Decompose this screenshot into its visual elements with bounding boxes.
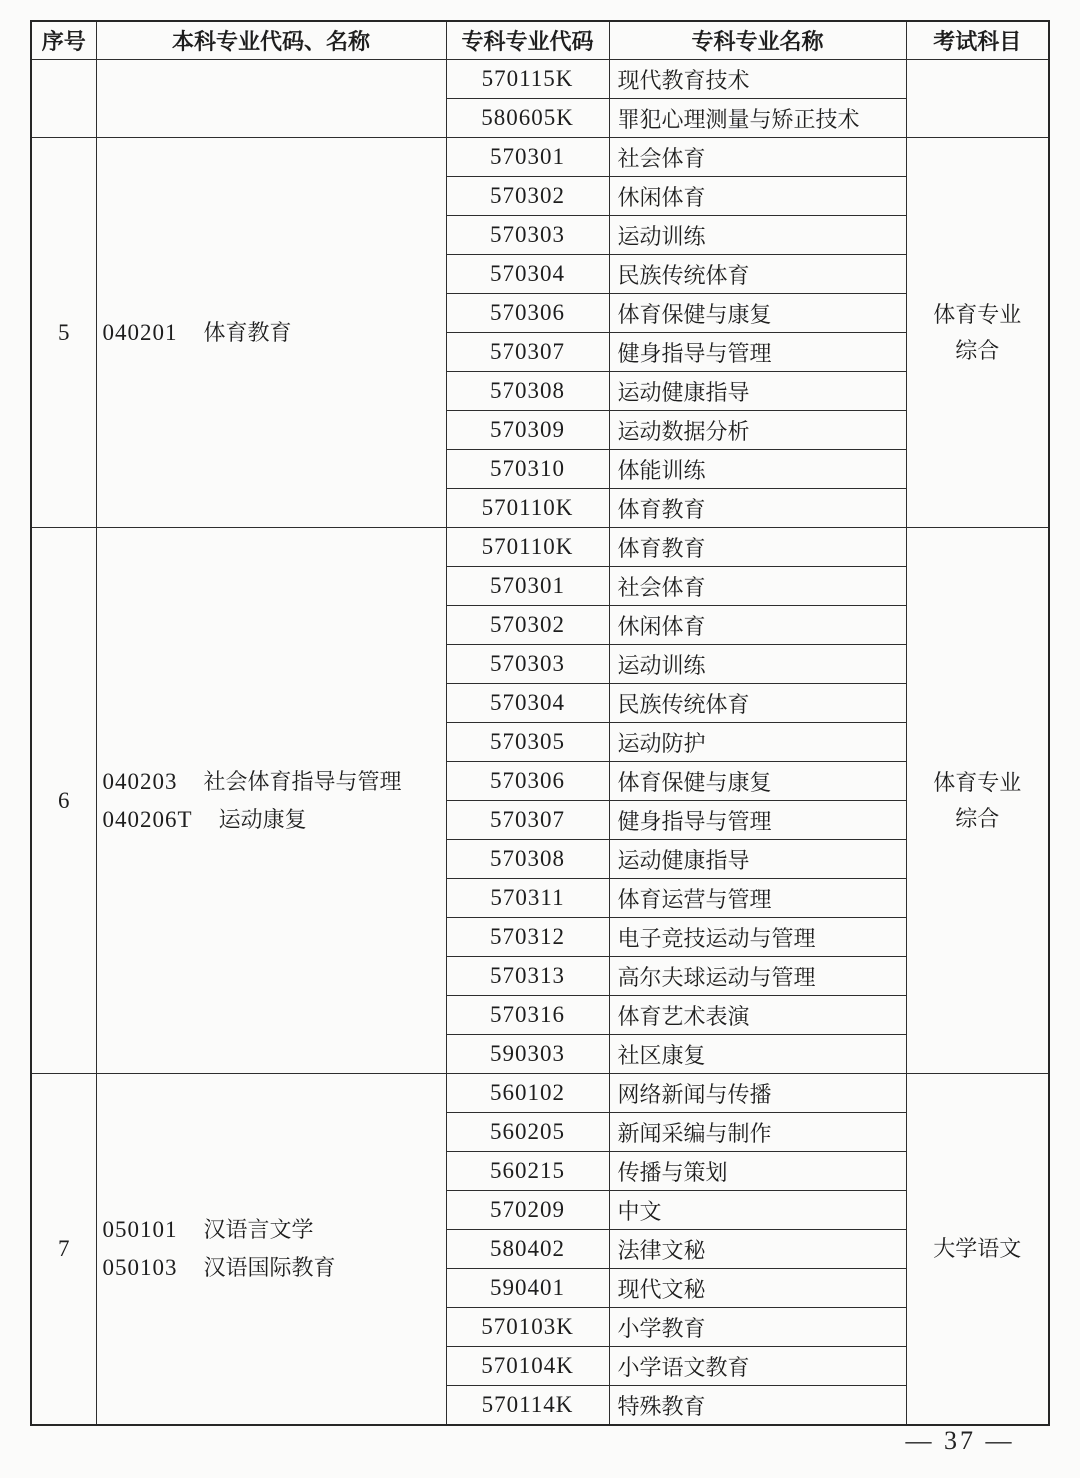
exam-subject-cell: [906, 528, 1049, 1074]
junior-name-cell: 体育教育: [609, 528, 906, 567]
undergrad-name: 运动康复: [218, 806, 307, 832]
undergrad-code: 040203: [102, 768, 178, 794]
junior-name-cell: 罪犯心理测量与矫正技术: [609, 99, 906, 138]
junior-code-cell: 580605K: [446, 99, 609, 138]
junior-code-cell: 570115K: [446, 60, 609, 99]
junior-code-cell: 570304: [446, 684, 609, 723]
junior-name-cell: 小学教育: [609, 1308, 906, 1347]
junior-code-cell: 570301: [446, 567, 609, 606]
junior-name-cell: 健身指导与管理: [609, 333, 906, 372]
column-header-serial: 序号: [31, 21, 96, 60]
exam-subject-cell: [906, 1074, 1049, 1426]
column-header-exam-subject: 考试科目: [906, 21, 1049, 60]
junior-name-cell: 传播与策划: [609, 1152, 906, 1191]
junior-name-cell: 小学语文教育: [609, 1347, 906, 1386]
serial-cell: 5: [31, 138, 96, 528]
undergrad-name: 汉语国际教育: [203, 1255, 336, 1280]
junior-code-cell: 570307: [446, 801, 609, 840]
junior-name-cell: 体育艺术表演: [609, 996, 906, 1035]
undergrad-line: [103, 801, 446, 839]
junior-code-cell: 570306: [446, 294, 609, 333]
junior-code-cell: 570311: [446, 879, 609, 918]
junior-name-cell: 体能训练: [609, 450, 906, 489]
exam-subject-cell: [906, 60, 1049, 138]
junior-name-cell: 运动数据分析: [609, 411, 906, 450]
serial-cell: [31, 60, 96, 138]
serial-cell: 7: [31, 1074, 96, 1426]
undergrad-name: 体育教育: [203, 319, 292, 345]
junior-code-cell: 560102: [446, 1074, 609, 1113]
undergrad-cell: [96, 528, 446, 1074]
junior-name-cell: 休闲体育: [609, 177, 906, 216]
table-row: [31, 528, 1049, 567]
exam-subject-line: 大学语文: [933, 1236, 1022, 1262]
table-row: [31, 1074, 1049, 1113]
table-row: [31, 138, 1049, 177]
junior-code-cell: 570303: [446, 216, 609, 255]
undergrad-name: 汉语言文学: [203, 1217, 314, 1243]
junior-name-cell: 特殊教育: [609, 1386, 906, 1426]
junior-name-cell: 体育保健与康复: [609, 762, 906, 801]
undergrad-code: 050101: [102, 1217, 178, 1243]
junior-name-cell: 运动训练: [609, 645, 906, 684]
table-row: [31, 60, 1049, 99]
undergrad-code: 040201: [102, 319, 178, 345]
junior-code-cell: 570104K: [446, 1347, 609, 1386]
junior-name-cell: 法律文秘: [609, 1230, 906, 1269]
junior-code-cell: 570110K: [446, 528, 609, 567]
serial-cell: 6: [31, 528, 96, 1074]
table-header-row: [31, 21, 1049, 60]
column-header-undergrad: 本科专业代码、名称: [96, 21, 446, 60]
table-body: [31, 60, 1049, 1426]
junior-code-cell: 570302: [446, 606, 609, 645]
junior-name-cell: 健身指导与管理: [609, 801, 906, 840]
undergrad-line: [103, 763, 446, 801]
junior-name-cell: 体育运营与管理: [609, 879, 906, 918]
junior-name-cell: 新闻采编与制作: [609, 1113, 906, 1152]
junior-code-cell: 570306: [446, 762, 609, 801]
junior-name-cell: 运动健康指导: [609, 840, 906, 879]
junior-name-cell: 体育教育: [609, 489, 906, 528]
junior-name-cell: 运动训练: [609, 216, 906, 255]
junior-code-cell: 570110K: [446, 489, 609, 528]
exam-subject-cell: [906, 138, 1049, 528]
junior-code-cell: 570310: [446, 450, 609, 489]
junior-code-cell: 570307: [446, 333, 609, 372]
junior-name-cell: 社会体育: [609, 567, 906, 606]
undergrad-line: [103, 314, 446, 352]
junior-code-cell: 570209: [446, 1191, 609, 1230]
undergrad-line: [103, 1249, 446, 1287]
junior-code-cell: 570308: [446, 372, 609, 411]
undergrad-cell: [96, 1074, 446, 1426]
junior-name-cell: 社区康复: [609, 1035, 906, 1074]
exam-subject-line: 综合: [955, 337, 1000, 363]
undergrad-line: [103, 1211, 446, 1249]
junior-name-cell: 电子竞技运动与管理: [609, 918, 906, 957]
junior-code-cell: 570312: [446, 918, 609, 957]
junior-code-cell: 570313: [446, 957, 609, 996]
undergrad-name: 社会体育指导与管理: [203, 768, 402, 794]
junior-name-cell: 网络新闻与传播: [609, 1074, 906, 1113]
junior-name-cell: 现代文秘: [609, 1269, 906, 1308]
junior-code-cell: 560215: [446, 1152, 609, 1191]
exam-subject-line: 体育专业: [933, 770, 1022, 796]
junior-name-cell: 高尔夫球运动与管理: [609, 957, 906, 996]
column-header-junior-name: 专科专业名称: [609, 21, 906, 60]
page-number: — 37 —: [905, 1426, 1015, 1455]
junior-name-cell: 社会体育: [609, 138, 906, 177]
junior-code-cell: 570309: [446, 411, 609, 450]
junior-code-cell: 570103K: [446, 1308, 609, 1347]
junior-code-cell: 570303: [446, 645, 609, 684]
undergrad-cell: [96, 60, 446, 138]
junior-name-cell: 体育保健与康复: [609, 294, 906, 333]
junior-code-cell: 570114K: [446, 1386, 609, 1426]
junior-code-cell: 570301: [446, 138, 609, 177]
junior-name-cell: 运动防护: [609, 723, 906, 762]
junior-name-cell: 民族传统体育: [609, 255, 906, 294]
junior-name-cell: 民族传统体育: [609, 684, 906, 723]
junior-code-cell: 590401: [446, 1269, 609, 1308]
column-header-junior-code: 专科专业代码: [446, 21, 609, 60]
junior-code-cell: 590303: [446, 1035, 609, 1074]
junior-code-cell: 580402: [446, 1230, 609, 1269]
junior-code-cell: 570302: [446, 177, 609, 216]
junior-code-cell: 560205: [446, 1113, 609, 1152]
exam-subject-line: 体育专业: [933, 302, 1022, 328]
majors-table: [30, 20, 1050, 1426]
undergrad-code: 040206T: [102, 806, 193, 832]
junior-name-cell: 运动健康指导: [609, 372, 906, 411]
junior-code-cell: 570305: [446, 723, 609, 762]
undergrad-code: 050103: [102, 1255, 178, 1280]
junior-code-cell: 570316: [446, 996, 609, 1035]
junior-code-cell: 570308: [446, 840, 609, 879]
junior-code-cell: 570304: [446, 255, 609, 294]
junior-name-cell: 现代教育技术: [609, 60, 906, 99]
junior-name-cell: 休闲体育: [609, 606, 906, 645]
exam-subject-line: 综合: [955, 805, 1000, 831]
junior-name-cell: 中文: [609, 1191, 906, 1230]
undergrad-cell: [96, 138, 446, 528]
